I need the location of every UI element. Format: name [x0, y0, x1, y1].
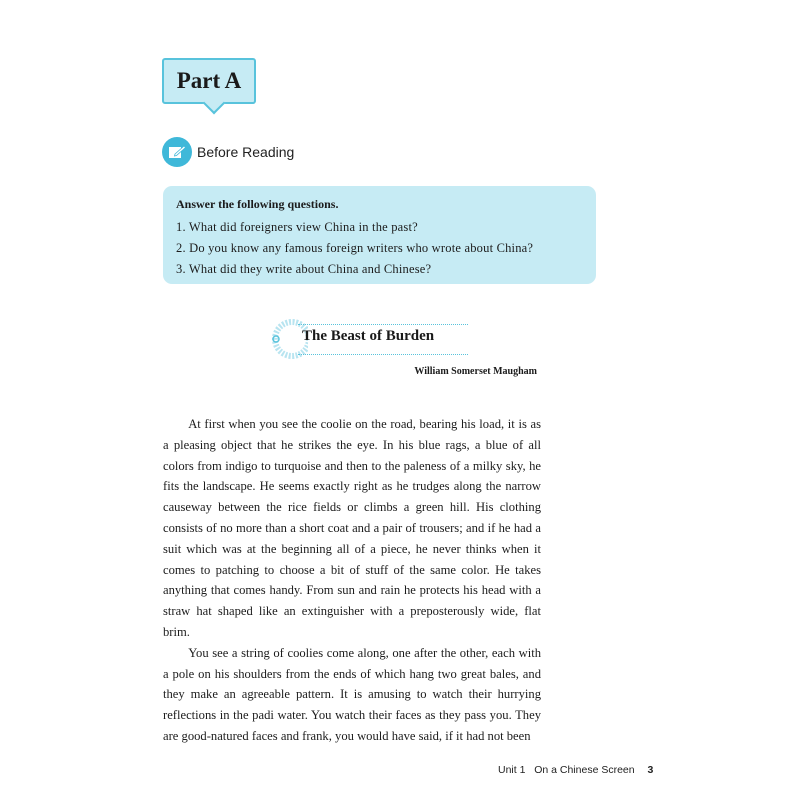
- pencil-note-icon: [162, 137, 192, 167]
- paragraph: At first when you see the coolie on the road, bearing his load, it is as a pleasing object that he strikes the eye. In his blue rags, a blue of all colors from indigo to turquoise and then to the paleness of a milky sky, he fits the landscape. He seems exactly right as he trudges along the narrow causeway between the rice fields or climbs a green hill. His clothing consists of no more than a short coat and a pair of trousers; and if he had a suit which was at the beginning all of a piece, he never thinks when it comes to patching to choose a bit of stuff of the same color. He takes anything that comes handy. From sun and rain he protects his head with a straw hat shaped like an extinguisher with a preposterously wide, flat brim.: [163, 417, 541, 639]
- article-title: The Beast of Burden: [302, 328, 435, 344]
- title-rule-top: [298, 324, 468, 325]
- paragraph: You see a string of coolies come along, one after the other, each with a pole on his shoulders from the ends of which hang two great bales, and they make an agreeable pattern. It is amusing to watch their hurrying reflections in the padi water. You watch their faces as they pass you. They are good-natured faces and frank, you would have said, if it had not been: [163, 645, 541, 743]
- part-label-tab: [162, 58, 256, 104]
- article-title-banner: [268, 314, 468, 364]
- page-number: 3: [647, 764, 654, 776]
- question-item: 3. What did they write about China and Chinese?: [176, 262, 432, 276]
- question-item: 1. What did foreigners view China in the past?: [176, 220, 418, 234]
- title-rule-bottom: [298, 354, 468, 355]
- footer-unit-title: On a Chinese Screen: [534, 764, 635, 776]
- article-author: William Somerset Maugham: [414, 366, 537, 377]
- part-label: Part A: [176, 68, 242, 93]
- question-item: 2. Do you know any famous foreign writers who wrote about China?: [176, 241, 534, 255]
- questions-box: [163, 186, 596, 284]
- before-reading-header: [162, 136, 294, 168]
- article-body: [163, 414, 541, 747]
- questions-heading: Answer the following questions.: [176, 197, 339, 211]
- footer-unit: Unit 1: [498, 764, 526, 776]
- page-footer: [498, 764, 653, 776]
- section-label: Before Reading: [197, 144, 295, 160]
